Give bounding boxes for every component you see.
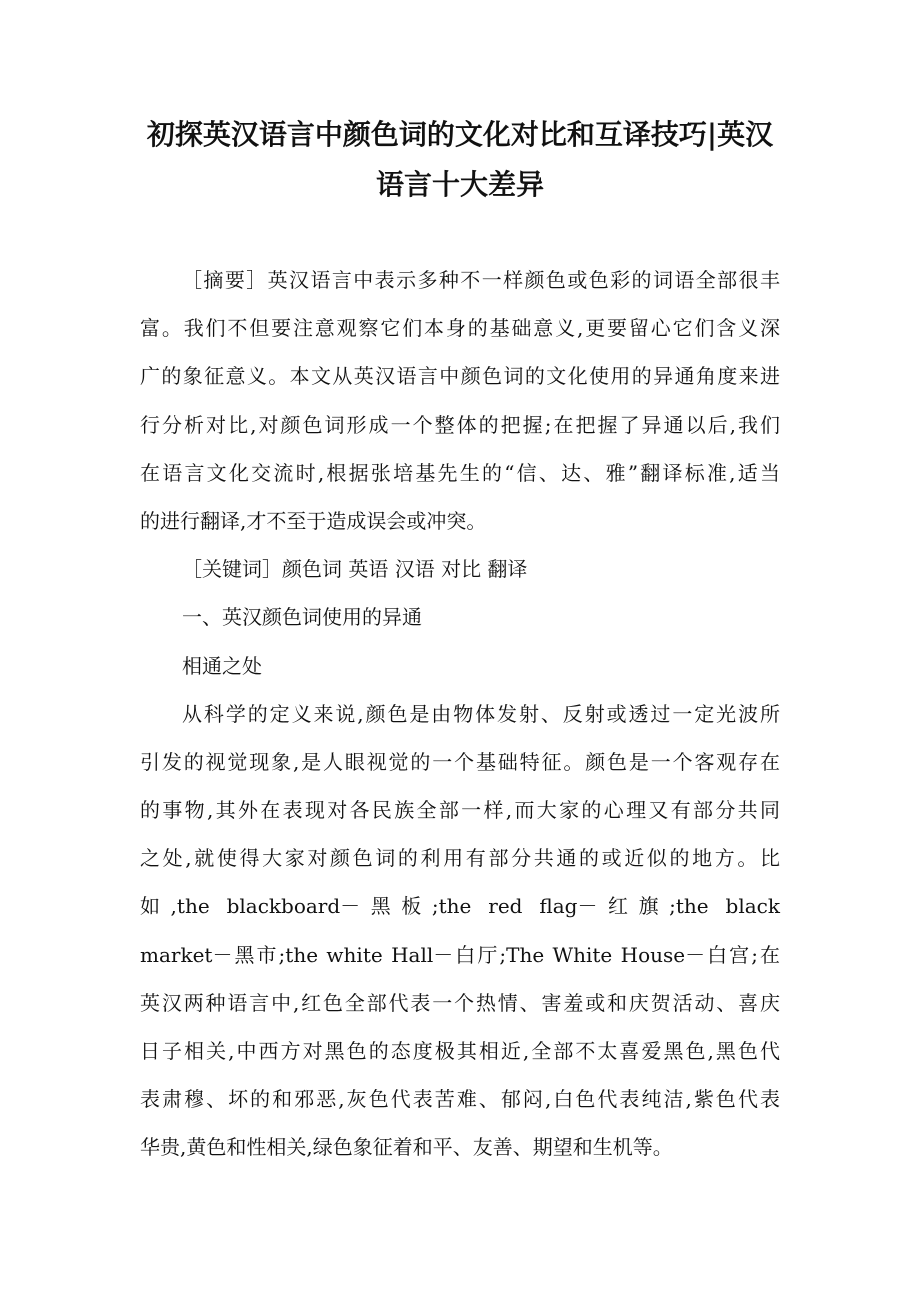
paragraph-line: 的事物,其外在表现对各民族全部一样,而大家的心理又有部分共同 <box>140 798 780 823</box>
paragraph-line: 从科学的定义来说,颜色是由物体发射、反射或透过一定光波所 <box>182 701 780 726</box>
paragraph-line: market－黑市;the white Hall－白厅;The White House－白宫;在 <box>140 942 780 967</box>
paragraph-line: 表肃穆、坏的和邪恶,灰色代表苦难、郁闷,白色代表纯洁,紫色代表 <box>140 1087 780 1112</box>
paragraph-line: 华贵,黄色和性相关,绿色象征着和平、友善、期望和生机等。 <box>140 1135 673 1160</box>
document-title-line-2: 语言十大差异 <box>375 168 544 201</box>
abstract-line: 的进行翻译,才不至于造成误会或冲突。 <box>140 508 487 533</box>
abstract-line: 广的象征意义。本文从英汉语言中颜色词的文化使用的异通角度来进 <box>140 364 780 389</box>
paragraph-line: 如,the blackboard－黑板;the red flag－红旗;the black <box>140 894 780 919</box>
abstract-line: ［摘要］英汉语言中表示多种不一样颜色或色彩的词语全部很丰 <box>182 268 780 292</box>
keywords: ［关键词］颜色词 英语 汉语 对比 翻译 <box>182 557 528 582</box>
abstract-line: 富。我们不但要注意观察它们本身的基础意义,更要留心它们含义深 <box>140 316 780 341</box>
section-heading: 一、英汉颜色词使用的异通 <box>182 605 422 630</box>
subheading: 相通之处 <box>182 653 262 678</box>
abstract-line: 行分析对比,对颜色词形成一个整体的把握;在把握了异通以后,我们 <box>140 412 780 437</box>
paragraph-line: 英汉两种语言中,红色全部代表一个热情、害羞或和庆贺活动、喜庆 <box>140 990 780 1015</box>
paragraph-line: 引发的视觉现象,是人眼视觉的一个基础特征。颜色是一个客观存在 <box>140 749 780 774</box>
document-title-line-1: 初探英汉语言中颜色词的文化对比和互译技巧|英汉 <box>146 118 774 151</box>
paragraph-line: 之处,就使得大家对颜色词的利用有部分共通的或近似的地方。比 <box>140 846 780 871</box>
paragraph-line: 日子相关,中西方对黑色的态度极其相近,全部不太喜爱黑色,黑色代 <box>140 1039 780 1063</box>
document-body <box>140 256 780 1172</box>
abstract-line: 在语言文化交流时,根据张培基先生的“信、达、雅”翻译标准,适当 <box>140 460 780 485</box>
